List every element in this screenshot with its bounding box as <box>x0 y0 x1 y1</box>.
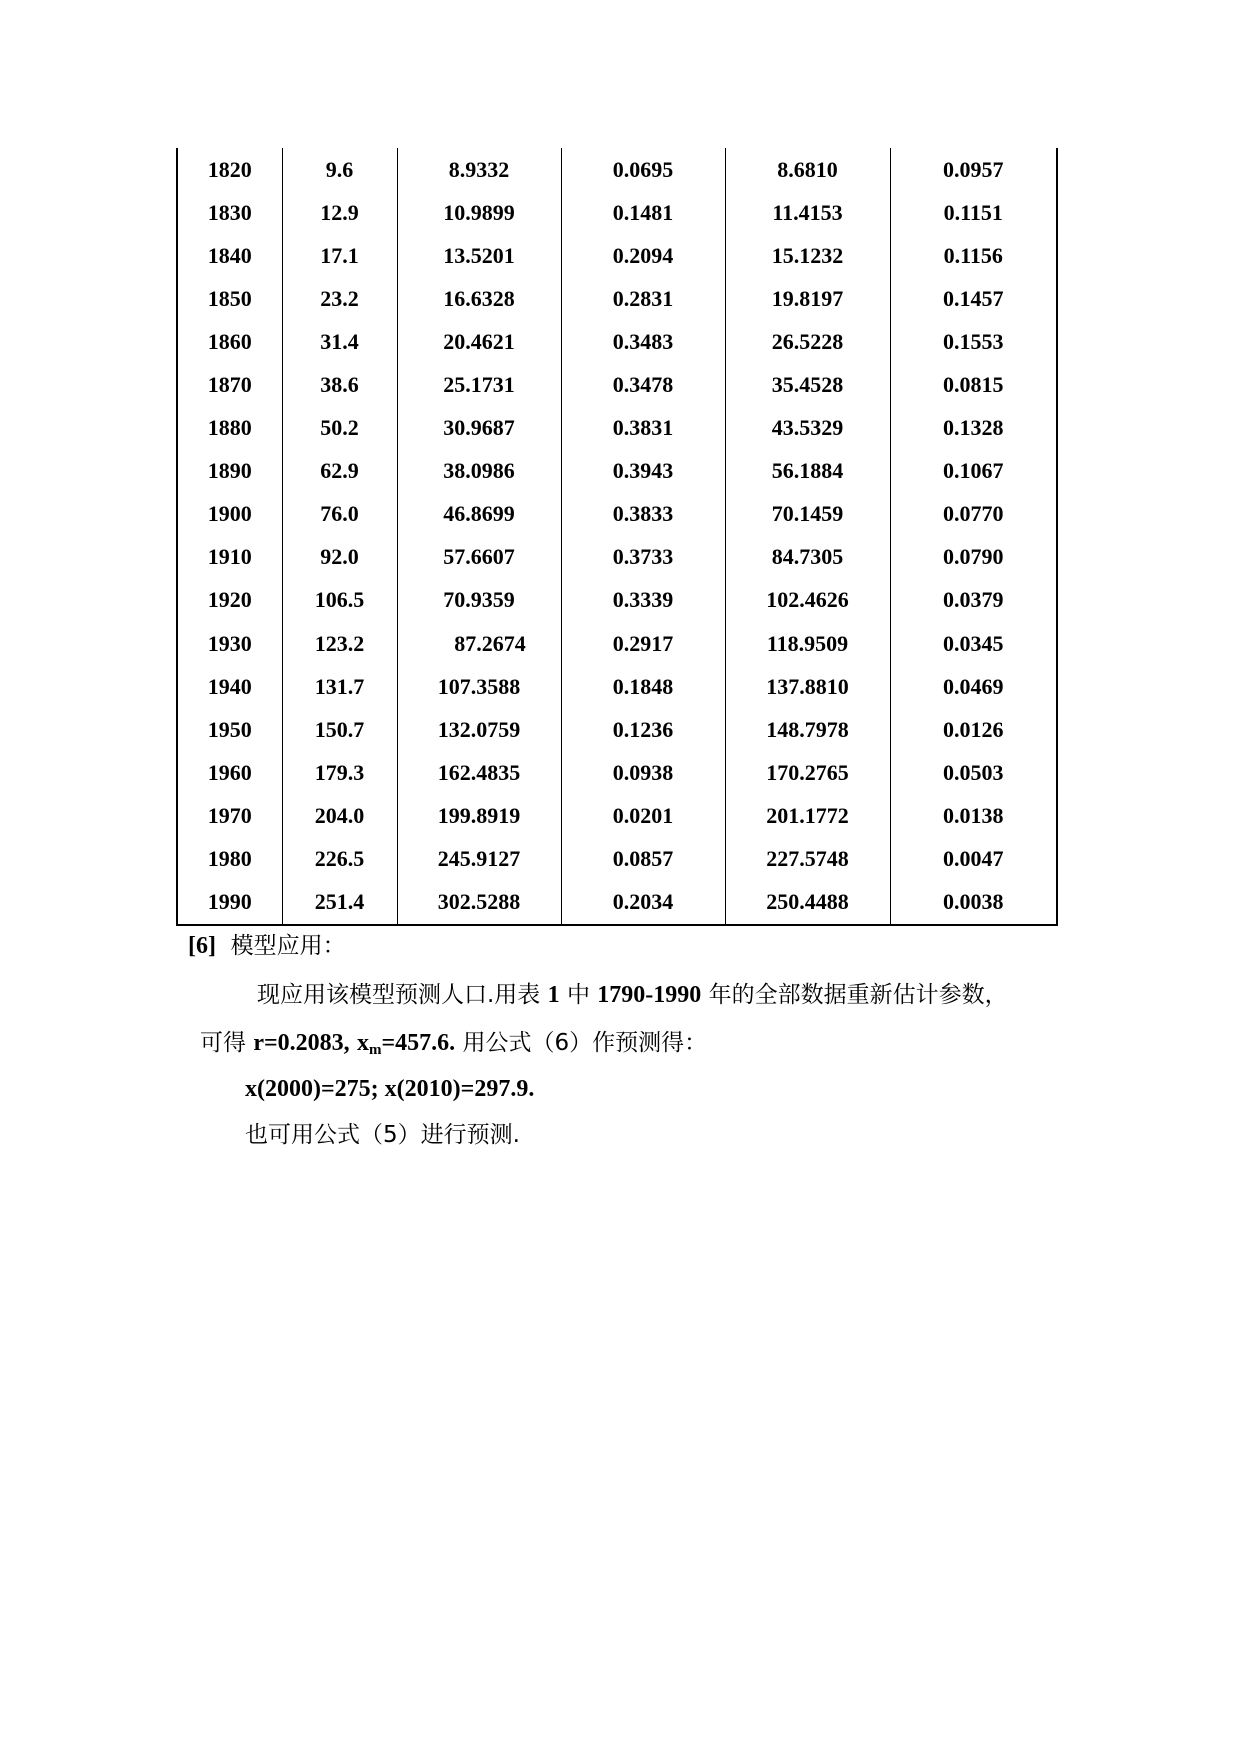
paragraph-2-text-b: 用公式（6）作预测得： <box>462 1030 708 1056</box>
table-cell-model-1-error: 0.3833 <box>561 493 725 536</box>
table-cell-model-2-error: 0.0126 <box>890 708 1057 751</box>
table-cell-year: 1940 <box>177 665 282 708</box>
table-cell-year: 1840 <box>177 234 282 277</box>
population-table <box>176 148 1058 926</box>
xm-base: x <box>356 1030 369 1056</box>
table-row <box>177 708 1057 751</box>
table-cell-actual-population: 150.7 <box>282 708 397 751</box>
table-cell-model-2-error: 0.0047 <box>890 838 1057 881</box>
table-cell-actual-population: 106.5 <box>282 579 397 622</box>
table-cell-model-2-error: 0.0379 <box>890 579 1057 622</box>
table-cell-model-2-value: 148.7978 <box>725 708 890 751</box>
table-cell-model-2-value: 8.6810 <box>725 148 890 191</box>
table-cell-actual-population: 226.5 <box>282 838 397 881</box>
table-row <box>177 407 1057 450</box>
table-cell-model-1-error: 0.0201 <box>561 794 725 837</box>
table-cell-model-1-error: 0.3339 <box>561 579 725 622</box>
table-row <box>177 320 1057 363</box>
table-cell-model-1-value: 25.1731 <box>397 363 561 406</box>
table-cell-actual-population: 38.6 <box>282 363 397 406</box>
paragraph-4 <box>245 1120 520 1150</box>
table-cell-model-1-value: 162.4835 <box>397 751 561 794</box>
table-cell-year: 1890 <box>177 450 282 493</box>
table-cell-actual-population: 62.9 <box>282 450 397 493</box>
xm-value: =457.6. <box>381 1030 456 1056</box>
paragraph-4-text: 也可用公式（5）进行预测. <box>245 1122 520 1148</box>
table-cell-model-1-error: 0.3483 <box>561 320 725 363</box>
table-cell-model-1-error: 0.3831 <box>561 407 725 450</box>
table-cell-year: 1910 <box>177 536 282 579</box>
table-cell-year: 1860 <box>177 320 282 363</box>
prediction-formula: x(2000)=275; x(2010)=297.9. <box>245 1076 535 1102</box>
table-cell-model-1-value: 10.9899 <box>397 191 561 234</box>
table-cell-model-2-error: 0.1328 <box>890 407 1057 450</box>
table-row <box>177 234 1057 277</box>
table-cell-year: 1870 <box>177 363 282 406</box>
table-cell-model-1-value: 13.5201 <box>397 234 561 277</box>
table-cell-year: 1930 <box>177 622 282 665</box>
table-cell-model-1-value: 16.6328 <box>397 277 561 320</box>
table-cell-model-2-value: 227.5748 <box>725 838 890 881</box>
table-cell-model-2-error: 0.0038 <box>890 881 1057 925</box>
section-title: 模型应用： <box>230 933 346 959</box>
table-cell-model-2-error: 0.1457 <box>890 277 1057 320</box>
table-cell-model-1-value: 245.9127 <box>397 838 561 881</box>
table-cell-year: 1880 <box>177 407 282 450</box>
table-cell-model-1-error: 0.0938 <box>561 751 725 794</box>
table-cell-model-1-value: 107.3588 <box>397 665 561 708</box>
table-cell-model-2-error: 0.0770 <box>890 493 1057 536</box>
table-cell-model-2-error: 0.1067 <box>890 450 1057 493</box>
table-number: 1 <box>547 982 560 1008</box>
table-cell-model-2-value: 118.9509 <box>725 622 890 665</box>
table-cell-model-1-value: 20.4621 <box>397 320 561 363</box>
table-cell-model-2-error: 0.0957 <box>890 148 1057 191</box>
table-cell-year: 1980 <box>177 838 282 881</box>
table-cell-model-2-value: 137.8810 <box>725 665 890 708</box>
table-cell-model-2-error: 0.0815 <box>890 363 1057 406</box>
table-cell-year: 1990 <box>177 881 282 925</box>
table-row <box>177 191 1057 234</box>
table-row <box>177 277 1057 320</box>
table-row <box>177 794 1057 837</box>
table-cell-actual-population: 76.0 <box>282 493 397 536</box>
table-cell-model-2-error: 0.0138 <box>890 794 1057 837</box>
table-cell-model-1-value: 70.9359 <box>397 579 561 622</box>
table-cell-year: 1970 <box>177 794 282 837</box>
table-cell-actual-population: 131.7 <box>282 665 397 708</box>
table-cell-model-1-value: 8.9332 <box>397 148 561 191</box>
table-cell-model-1-value: 132.0759 <box>397 708 561 751</box>
table-cell-model-1-error: 0.1848 <box>561 665 725 708</box>
table-cell-model-2-value: 19.8197 <box>725 277 890 320</box>
table-cell-model-1-error: 0.1481 <box>561 191 725 234</box>
table-cell-model-1-error: 0.0695 <box>561 148 725 191</box>
table-cell-actual-population: 31.4 <box>282 320 397 363</box>
table-cell-model-1-error: 0.3478 <box>561 363 725 406</box>
table-cell-model-2-value: 35.4528 <box>725 363 890 406</box>
table-cell-actual-population: 123.2 <box>282 622 397 665</box>
table-row <box>177 148 1057 191</box>
table-cell-model-2-error: 0.0469 <box>890 665 1057 708</box>
table-cell-year: 1900 <box>177 493 282 536</box>
table-cell-model-1-error: 0.1236 <box>561 708 725 751</box>
table-cell-model-2-value: 102.4626 <box>725 579 890 622</box>
table-cell-model-1-error: 0.3733 <box>561 536 725 579</box>
paragraph-2 <box>200 1028 707 1058</box>
table-cell-actual-population: 23.2 <box>282 277 397 320</box>
table-cell-model-1-value: 302.5288 <box>397 881 561 925</box>
table-cell-model-1-value: 57.6607 <box>397 536 561 579</box>
table-cell-model-2-error: 0.1151 <box>890 191 1057 234</box>
table-row <box>177 363 1057 406</box>
table-cell-model-2-error: 0.1553 <box>890 320 1057 363</box>
xm-subscript: m <box>368 1042 382 1058</box>
table-cell-model-2-value: 56.1884 <box>725 450 890 493</box>
paragraph-1-text-a: 现应用该模型预测人口.用表 <box>257 982 541 1008</box>
table-cell-model-2-value: 43.5329 <box>725 407 890 450</box>
table-row <box>177 622 1057 665</box>
section-heading <box>188 931 346 961</box>
table-cell-model-1-value: 30.9687 <box>397 407 561 450</box>
paragraph-3 <box>245 1074 534 1104</box>
table-cell-model-2-value: 84.7305 <box>725 536 890 579</box>
table-cell-model-2-error: 0.0345 <box>890 622 1057 665</box>
table-cell-actual-population: 204.0 <box>282 794 397 837</box>
table-cell-actual-population: 17.1 <box>282 234 397 277</box>
table-cell-model-1-value: 38.0986 <box>397 450 561 493</box>
table-row <box>177 665 1057 708</box>
table-cell-year: 1950 <box>177 708 282 751</box>
table-cell-model-2-value: 26.5228 <box>725 320 890 363</box>
table-cell-year: 1830 <box>177 191 282 234</box>
table-cell-actual-population: 9.6 <box>282 148 397 191</box>
table-cell-model-1-error: 0.2034 <box>561 881 725 925</box>
table-cell-model-2-error: 0.0790 <box>890 536 1057 579</box>
table-cell-model-1-error: 0.2094 <box>561 234 725 277</box>
table-row <box>177 881 1057 925</box>
table-cell-model-2-value: 11.4153 <box>725 191 890 234</box>
table-cell-model-2-value: 170.2765 <box>725 751 890 794</box>
table-cell-year: 1920 <box>177 579 282 622</box>
table-cell-model-2-error: 0.1156 <box>890 234 1057 277</box>
table-cell-model-2-error: 0.0503 <box>890 751 1057 794</box>
table-cell-model-2-value: 201.1772 <box>725 794 890 837</box>
table-cell-model-2-value: 250.4488 <box>725 881 890 925</box>
xm-parameter <box>357 1030 455 1056</box>
table-row <box>177 450 1057 493</box>
table-row <box>177 751 1057 794</box>
paragraph-2-text-a: 可得 <box>200 1030 246 1056</box>
table-cell-model-1-value: 46.8699 <box>397 493 561 536</box>
table-cell-actual-population: 179.3 <box>282 751 397 794</box>
table-cell-model-1-error: 0.2831 <box>561 277 725 320</box>
paragraph-1-text-b: 中 <box>566 982 590 1008</box>
year-range: 1790-1990 <box>597 982 702 1008</box>
table-row <box>177 579 1057 622</box>
table-cell-model-1-error: 0.0857 <box>561 838 725 881</box>
table-row <box>177 536 1057 579</box>
table-cell-actual-population: 251.4 <box>282 881 397 925</box>
table-cell-model-1-error: 0.3943 <box>561 450 725 493</box>
table-cell-actual-population: 50.2 <box>282 407 397 450</box>
population-table-body <box>177 148 1057 925</box>
table-cell-actual-population: 12.9 <box>282 191 397 234</box>
table-cell-model-2-value: 70.1459 <box>725 493 890 536</box>
table-row <box>177 493 1057 536</box>
table-cell-actual-population: 92.0 <box>282 536 397 579</box>
table-cell-year: 1960 <box>177 751 282 794</box>
section-number: [6] <box>188 933 216 959</box>
table-cell-model-2-value: 15.1232 <box>725 234 890 277</box>
table-cell-model-1-error: 0.2917 <box>561 622 725 665</box>
table-row <box>177 838 1057 881</box>
paragraph-1-text-c: 年的全部数据重新估计参数， <box>708 982 1008 1008</box>
table-cell-year: 1820 <box>177 148 282 191</box>
table-cell-model-1-value: 199.8919 <box>397 794 561 837</box>
paragraph-1 <box>257 980 1008 1010</box>
table-cell-year: 1850 <box>177 277 282 320</box>
table-cell-model-1-value: 87.2674 <box>397 622 561 665</box>
r-parameter: r=0.2083, <box>253 1030 350 1056</box>
